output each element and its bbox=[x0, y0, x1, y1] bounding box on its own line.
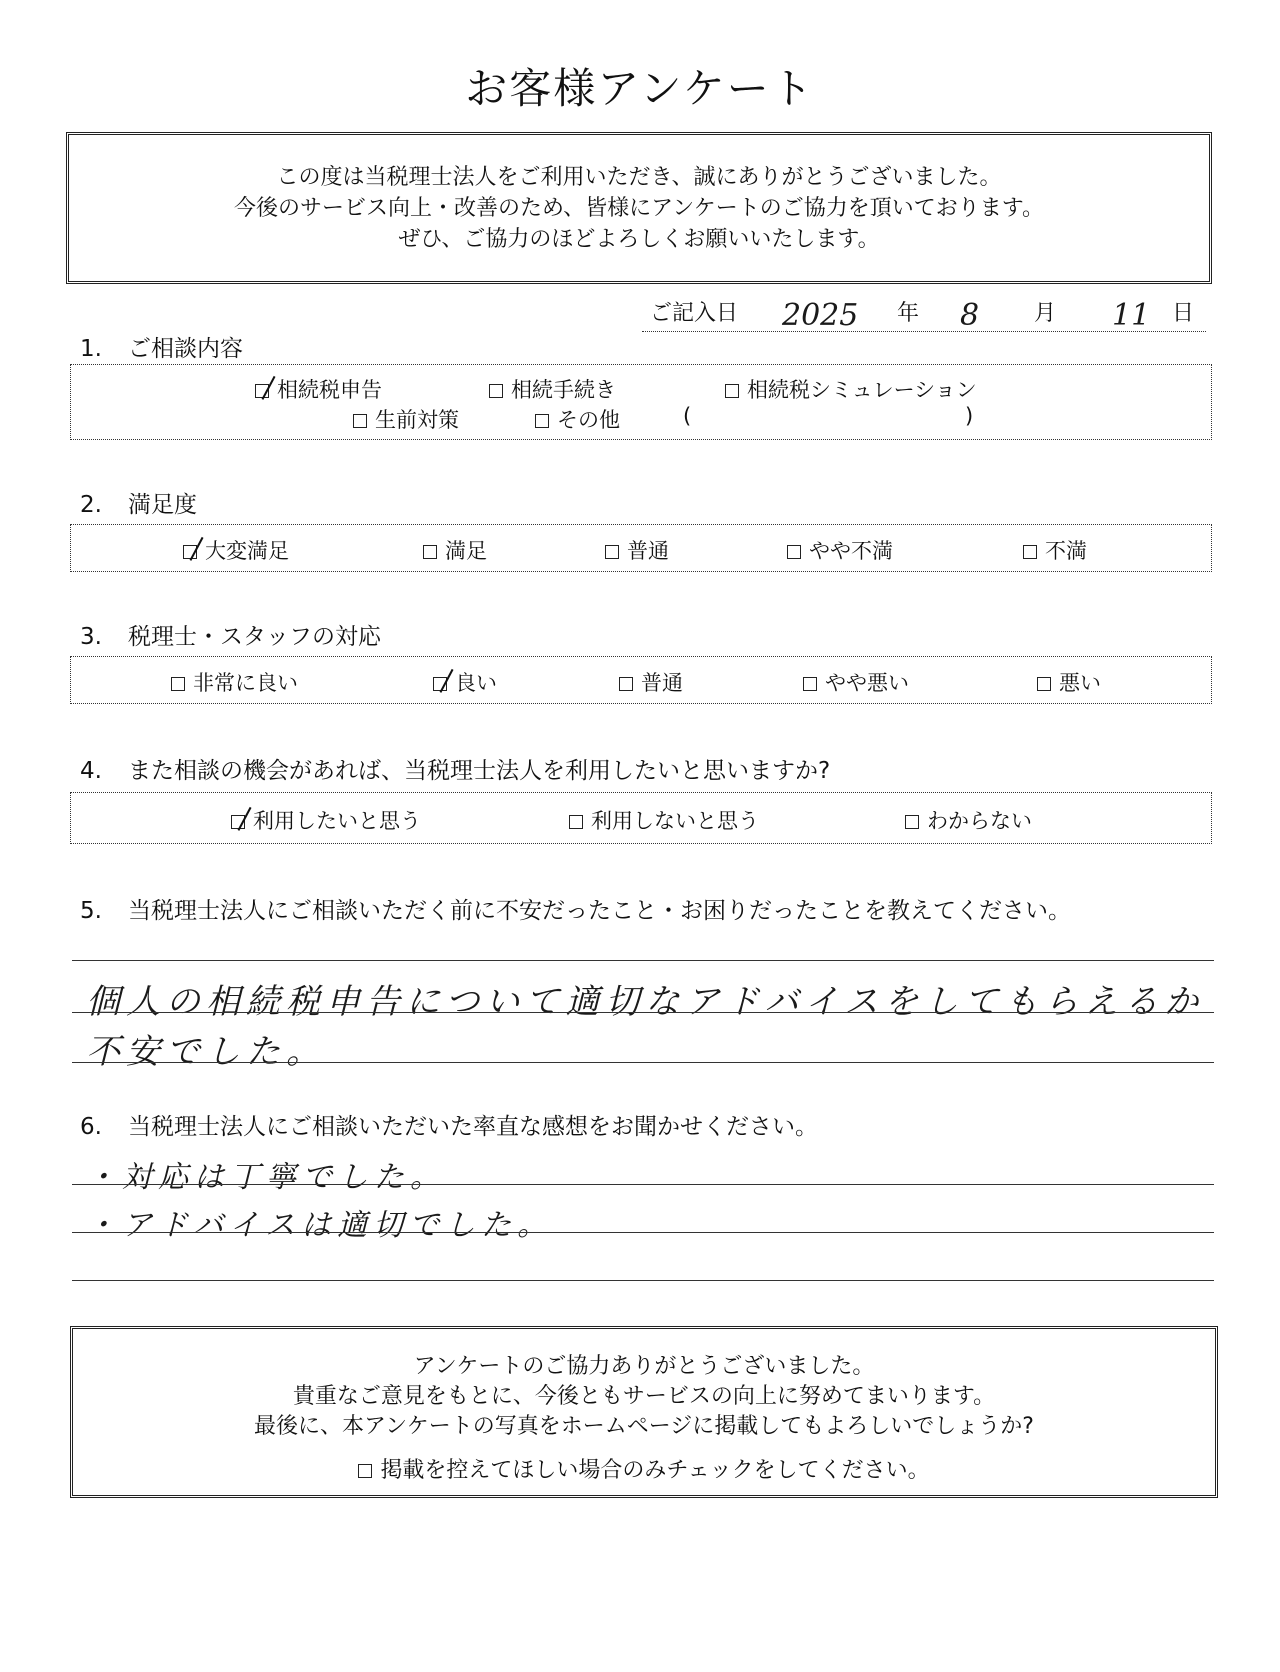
checkbox[interactable] bbox=[905, 815, 919, 829]
q2-option-neutral[interactable] bbox=[605, 535, 669, 565]
q1-option-tax-simulation[interactable] bbox=[725, 374, 977, 404]
checkbox[interactable] bbox=[725, 384, 739, 398]
page-title: お客様アンケート bbox=[465, 64, 815, 113]
date-year-unit: 年 bbox=[897, 301, 920, 326]
option-label: 相続手続き bbox=[511, 378, 616, 402]
checkbox[interactable] bbox=[803, 677, 817, 691]
checkbox[interactable] bbox=[353, 414, 367, 428]
entry-date bbox=[642, 297, 1206, 332]
q1-options-box bbox=[70, 364, 1212, 440]
q5-heading bbox=[80, 892, 1071, 925]
q6-write-line bbox=[72, 1232, 1214, 1233]
q1-other-close-paren: ) bbox=[965, 404, 974, 428]
option-label: 相続税申告 bbox=[277, 378, 382, 402]
option-label: 良い bbox=[455, 671, 497, 695]
q6-write-line bbox=[72, 1280, 1214, 1281]
q5-write-line bbox=[72, 1062, 1214, 1063]
checkbox[interactable] bbox=[569, 815, 583, 829]
q6-number: 6. bbox=[80, 1114, 102, 1140]
option-label: 悪い bbox=[1059, 671, 1101, 695]
q1-option-other[interactable] bbox=[535, 404, 620, 434]
q4-label: また相談の機会があれば、当税理士法人を利用したいと思いますか? bbox=[128, 758, 831, 784]
q3-heading bbox=[80, 618, 381, 651]
intro-line: 今後のサービス向上・改善のため、皆様にアンケートのご協力を頂いております。 bbox=[233, 195, 1045, 221]
checkbox[interactable] bbox=[1037, 677, 1051, 691]
option-label: 普通 bbox=[627, 539, 669, 563]
q5-number: 5. bbox=[80, 898, 102, 924]
q2-label: 満足度 bbox=[128, 492, 197, 518]
q6-heading bbox=[80, 1108, 818, 1141]
q1-label: ご相談内容 bbox=[128, 336, 243, 362]
checkbox-checked[interactable] bbox=[183, 545, 197, 559]
q4-option-dont-know[interactable] bbox=[905, 805, 1032, 835]
q6-answer-line[interactable]: ・対応は丁寧でした。 bbox=[86, 1160, 446, 1195]
option-label: やや不満 bbox=[809, 539, 893, 563]
q1-option-pre-death-planning[interactable] bbox=[353, 404, 459, 434]
q3-option-neutral[interactable] bbox=[619, 667, 683, 697]
intro-line: この度は当税理士法人をご利用いただき、誠にありがとうございました。 bbox=[276, 164, 1002, 190]
option-label: 利用したいと思う bbox=[253, 809, 421, 833]
q4-heading bbox=[80, 752, 830, 785]
q5-label: 当税理士法人にご相談いただく前に不安だったこと・お困りだったことを教えてください。 bbox=[128, 898, 1071, 924]
option-label: やや悪い bbox=[825, 671, 909, 695]
q6-write-line bbox=[72, 1184, 1214, 1185]
q2-heading bbox=[80, 486, 197, 519]
checkbox[interactable] bbox=[1023, 545, 1037, 559]
q6-label: 当税理士法人にご相談いただいた率直な感想をお聞かせください。 bbox=[128, 1114, 818, 1140]
checkbox[interactable] bbox=[171, 677, 185, 691]
option-label: その他 bbox=[557, 408, 620, 432]
date-month-unit: 月 bbox=[1034, 301, 1057, 326]
option-label: 生前対策 bbox=[375, 408, 459, 432]
q3-option-poor[interactable] bbox=[1037, 667, 1101, 697]
q1-number: 1. bbox=[80, 336, 102, 362]
q4-option-would-use[interactable] bbox=[231, 805, 421, 835]
q3-label: 税理士・スタッフの対応 bbox=[128, 624, 381, 650]
date-day-unit: 日 bbox=[1172, 301, 1195, 326]
checkbox[interactable] bbox=[787, 545, 801, 559]
date-day[interactable]: 11 bbox=[1112, 298, 1151, 333]
option-label: 利用しないと思う bbox=[591, 809, 759, 833]
option-label: 不満 bbox=[1045, 539, 1087, 563]
q6-answer-line[interactable]: ・アドバイスは適切でした。 bbox=[86, 1208, 554, 1243]
q3-number: 3. bbox=[80, 624, 102, 650]
q2-option-very-satisfied[interactable] bbox=[183, 535, 289, 565]
option-label: 大変満足 bbox=[205, 539, 289, 563]
checkbox[interactable] bbox=[605, 545, 619, 559]
q4-option-would-not-use[interactable] bbox=[569, 805, 759, 835]
q4-options-box bbox=[70, 792, 1212, 844]
checkbox-checked[interactable] bbox=[433, 677, 447, 691]
q2-number: 2. bbox=[80, 492, 102, 518]
q1-heading bbox=[80, 330, 243, 363]
checkbox-checked[interactable] bbox=[231, 815, 245, 829]
date-month[interactable]: 8 bbox=[960, 298, 980, 333]
q1-other-open-paren: ( bbox=[683, 404, 692, 428]
checkbox-checked[interactable] bbox=[255, 384, 269, 398]
option-label: わからない bbox=[927, 809, 1032, 833]
date-label: ご記入日 bbox=[650, 301, 739, 326]
q5-answer-line[interactable]: 個人の相続税申告について適切なアドバイスをしてもらえるか bbox=[86, 982, 1205, 1022]
option-label: 普通 bbox=[641, 671, 683, 695]
intro-box bbox=[66, 132, 1212, 284]
checkbox[interactable] bbox=[619, 677, 633, 691]
publish-opt-out-label: 掲載を控えてほしい場合のみチェックをしてください。 bbox=[380, 1458, 930, 1483]
checkbox[interactable] bbox=[489, 384, 503, 398]
q2-option-somewhat-dissatisfied[interactable] bbox=[787, 535, 893, 565]
option-label: 非常に良い bbox=[193, 671, 298, 695]
outro-line: アンケートのご協力ありがとうございました。 bbox=[413, 1354, 875, 1379]
outro-box bbox=[70, 1326, 1218, 1498]
q3-options-box bbox=[70, 656, 1212, 704]
q5-write-line bbox=[72, 1012, 1214, 1013]
q3-option-good[interactable] bbox=[433, 667, 497, 697]
q3-option-excellent[interactable] bbox=[171, 667, 298, 697]
option-label: 相続税シミュレーション bbox=[747, 378, 977, 402]
outro-line: 貴重なご意見をもとに、今後ともサービスの向上に努めてまいります。 bbox=[292, 1384, 996, 1409]
q2-option-satisfied[interactable] bbox=[423, 535, 487, 565]
q5-answer-line[interactable]: 不安でした。 bbox=[86, 1032, 326, 1072]
q5-write-line bbox=[72, 960, 1214, 961]
outro-line: 最後に、本アンケートの写真をホームページに掲載してもよろしいでしょうか? bbox=[254, 1414, 1034, 1439]
publish-opt-out[interactable] bbox=[73, 1453, 1215, 1484]
checkbox[interactable] bbox=[423, 545, 437, 559]
checkbox[interactable] bbox=[358, 1464, 372, 1478]
q1-option-inheritance-tax-return[interactable] bbox=[255, 374, 382, 404]
checkbox[interactable] bbox=[535, 414, 549, 428]
q2-option-dissatisfied[interactable] bbox=[1023, 535, 1087, 565]
q1-option-inheritance-procedures[interactable] bbox=[489, 374, 616, 404]
q2-options-box bbox=[70, 524, 1212, 572]
date-year[interactable]: 2025 bbox=[782, 298, 859, 333]
intro-line: ぜひ、ご協力のほどよろしくお願いいたします。 bbox=[398, 226, 880, 252]
q4-number: 4. bbox=[80, 758, 102, 784]
option-label: 満足 bbox=[445, 539, 487, 563]
q3-option-somewhat-poor[interactable] bbox=[803, 667, 909, 697]
